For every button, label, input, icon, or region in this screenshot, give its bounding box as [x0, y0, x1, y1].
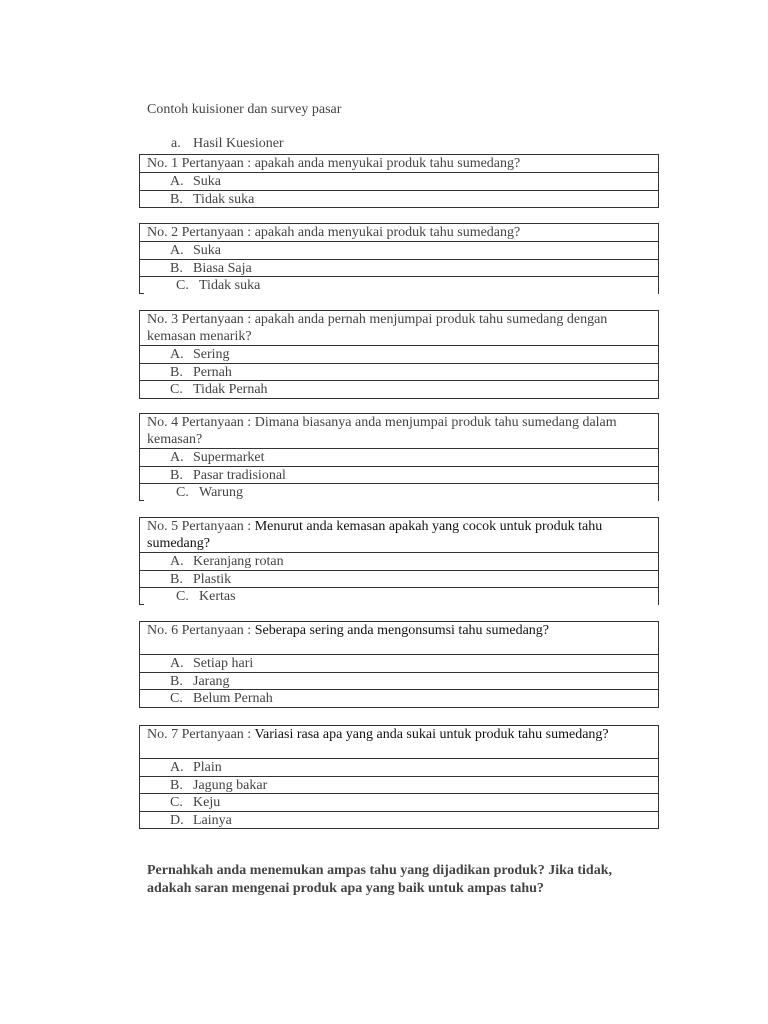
answer-option: [139, 759, 659, 777]
section-label: Hasil Kuesioner: [193, 136, 284, 151]
question-header: [139, 517, 659, 553]
question-number: No. 3 Pertanyaan :: [147, 312, 255, 327]
closing-question: Pernahkah anda menemukan ampas tahu yang dijadikan produk? Jika tidak, adakah saran mengenai produk apa yang baik untuk ampas tahu?: [147, 863, 613, 896]
option-label: Tidak Pernah: [193, 382, 268, 397]
question-table-3: [139, 310, 659, 399]
answer-option: [139, 346, 659, 364]
option-label: Suka: [193, 174, 221, 189]
option-label: Plain: [193, 760, 222, 775]
answer-option: [139, 277, 659, 295]
option-label: Kertas: [199, 589, 236, 604]
option-letter: B.: [170, 364, 183, 380]
option-letter: A.: [170, 760, 184, 775]
question-number: No. 7 Pertanyaan :: [147, 727, 255, 742]
option-letter: B.: [170, 260, 183, 276]
question-table-7: [139, 725, 659, 829]
option-letter: A.: [170, 347, 184, 362]
answer-option: [139, 655, 659, 673]
option-label: Biasa Saja: [193, 260, 252, 276]
option-label: Plastik: [193, 571, 232, 587]
option-letter: A.: [170, 174, 184, 189]
question-text: Seberapa sering anda mengonsumsi tahu sumedang?: [254, 623, 550, 638]
question-text: apakah anda menyukai produk tahu sumedang?: [254, 156, 521, 171]
option-label: Pasar tradisional: [193, 467, 286, 483]
option-label: Sering: [193, 347, 230, 362]
answer-option: [139, 794, 659, 812]
question-header: [139, 310, 659, 346]
question-text: apakah anda pernah menjumpai produk tahu sumedang dengan kemasan menarik?: [147, 312, 608, 344]
option-letter: B.: [170, 777, 183, 793]
question-number: No. 2 Pertanyaan :: [147, 225, 255, 240]
answer-option: [139, 571, 659, 589]
question-header: [139, 223, 659, 242]
question-table-4: [139, 413, 659, 502]
option-letter: A.: [170, 656, 184, 671]
section-heading: [171, 136, 284, 152]
answer-option: [139, 191, 659, 209]
option-letter: C.: [176, 485, 189, 500]
option-letter: C.: [170, 382, 183, 397]
answer-option: [139, 173, 659, 191]
option-label: Jagung bakar: [193, 777, 268, 793]
question-number: No. 1 Pertanyaan :: [147, 156, 255, 171]
question-header: [139, 413, 659, 449]
question-number: No. 5 Pertanyaan :: [147, 519, 255, 534]
answer-option: [139, 588, 659, 606]
question-text: Variasi rasa apa yang anda sukai untuk produk tahu sumedang?: [254, 727, 609, 742]
question-text: Dimana biasanya anda menjumpai produk tahu sumedang dalam kemasan?: [147, 415, 617, 447]
option-letter: A.: [170, 450, 184, 465]
option-label: Supermarket: [193, 450, 265, 465]
question-header: [139, 154, 659, 173]
document-title: Contoh kuisioner dan survey pasar: [147, 102, 342, 117]
option-letter: A.: [170, 243, 184, 258]
option-label: Lainya: [193, 812, 232, 828]
option-label: Belum Pernah: [193, 691, 273, 706]
answer-option: [139, 381, 659, 399]
option-letter: A.: [170, 554, 184, 569]
option-label: Keranjang rotan: [193, 554, 284, 569]
section-letter: a.: [171, 136, 181, 151]
option-label: Setiap hari: [193, 656, 254, 671]
question-header: [139, 725, 659, 759]
answer-option: [139, 242, 659, 260]
answer-option: [139, 260, 659, 278]
option-label: Jarang: [193, 673, 230, 689]
answer-option: [139, 484, 659, 502]
option-label: Tidak suka: [199, 278, 261, 293]
option-label: Warung: [199, 485, 243, 500]
question-header: [139, 621, 659, 655]
option-letter: C.: [170, 795, 183, 810]
answer-option: [139, 690, 659, 708]
option-letter: D.: [170, 812, 184, 828]
option-letter: C.: [176, 589, 189, 604]
answer-option: [139, 812, 659, 830]
answer-option: [139, 449, 659, 467]
answer-option: [139, 467, 659, 485]
question-table-6: [139, 621, 659, 708]
option-letter: B.: [170, 673, 183, 689]
option-letter: C.: [170, 691, 183, 706]
question-table-2: [139, 223, 659, 295]
option-label: Suka: [193, 243, 221, 258]
question-number: No. 4 Pertanyaan :: [147, 415, 255, 430]
option-label: Pernah: [193, 364, 232, 380]
answer-option: [139, 364, 659, 382]
option-letter: B.: [170, 467, 183, 483]
question-number: No. 6 Pertanyaan :: [147, 623, 255, 638]
option-label: Keju: [193, 795, 221, 810]
option-letter: C.: [176, 278, 189, 293]
option-letter: B.: [170, 191, 183, 207]
option-label: Tidak suka: [193, 191, 255, 207]
question-table-5: [139, 517, 659, 606]
question-text: apakah anda menyukai produk tahu sumedang?: [254, 225, 521, 240]
question-table-1: [139, 154, 659, 208]
question-text: Menurut anda kemasan apakah yang cocok untuk produk tahu sumedang?: [147, 519, 603, 551]
answer-option: [139, 553, 659, 571]
answer-option: [139, 673, 659, 691]
option-letter: B.: [170, 571, 183, 587]
answer-option: [139, 777, 659, 795]
